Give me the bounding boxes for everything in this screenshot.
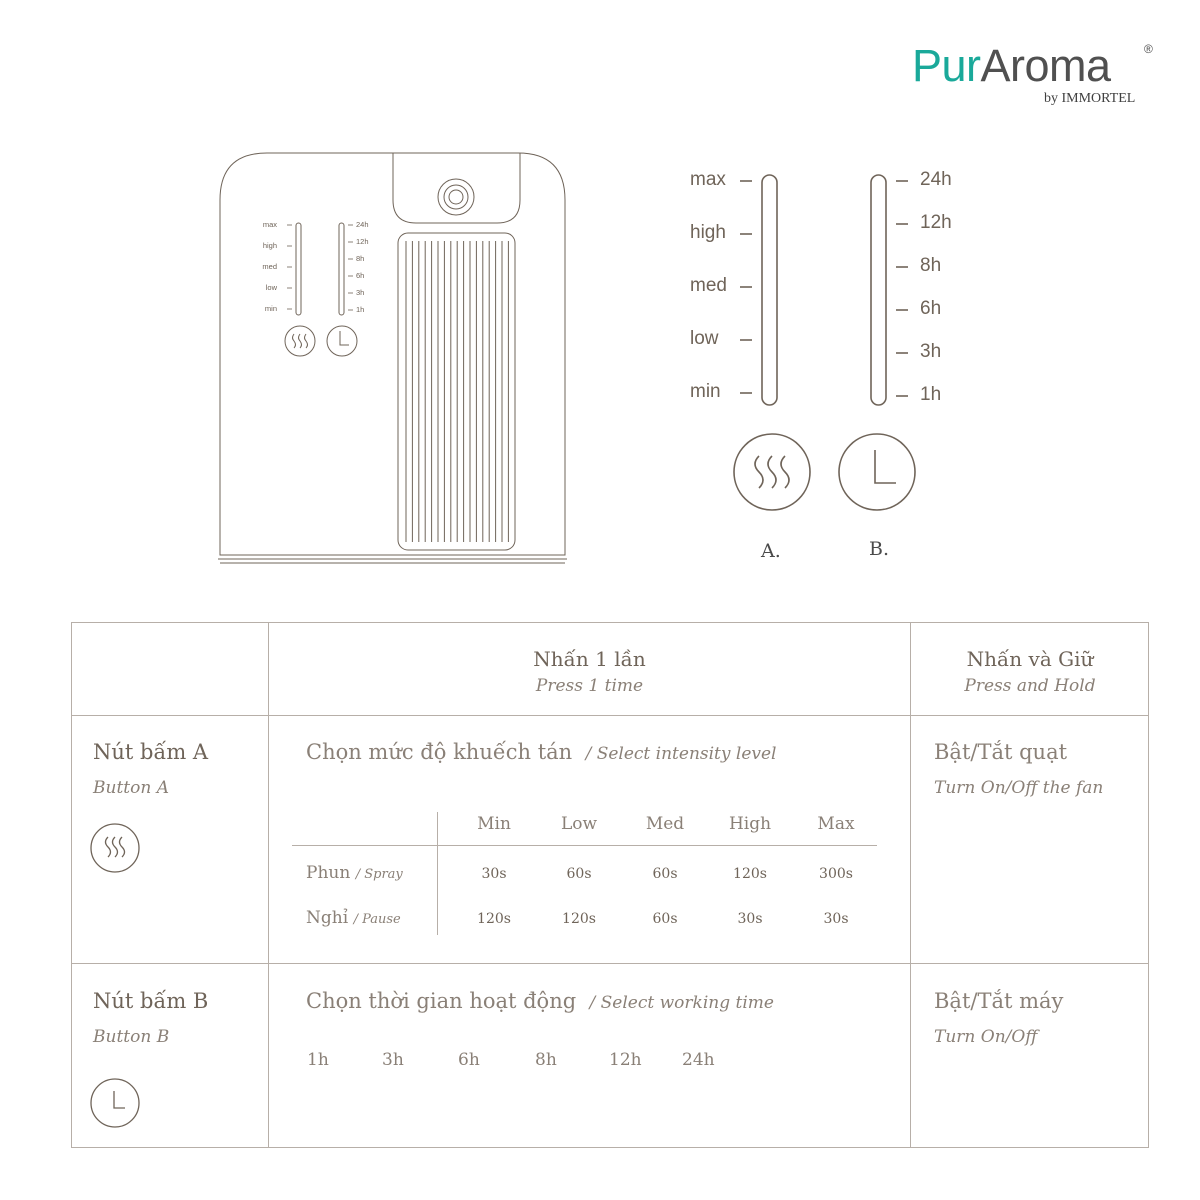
button-function-table <box>71 622 1149 1148</box>
button-a-name: Nút bấm A <box>93 740 209 764</box>
working-time-option: 8h <box>535 1050 557 1070</box>
mini-level-label: high <box>262 241 277 250</box>
header-press-once-en: Press 1 time <box>535 676 644 696</box>
button-a-hold-action-en: Turn On/Off the fan <box>934 778 1104 798</box>
mini-level-label: low <box>265 283 277 292</box>
button-b-hold-action: Bật/Tắt máy <box>934 989 1064 1013</box>
control-panel-illustration <box>680 160 940 530</box>
brand-logo <box>912 40 1162 110</box>
level-column-header: Max <box>817 814 855 834</box>
working-time-option: 6h <box>458 1050 480 1070</box>
working-time-option: 24h <box>682 1050 715 1070</box>
spray-duration-cell: 300s <box>819 866 853 882</box>
mini-time-label: 12h <box>356 237 369 246</box>
brand-byline: by IMMORTEL <box>1044 91 1136 106</box>
intensity-title: Chọn mức độ khuếch tán / Select intensity level <box>306 740 777 764</box>
level-column-header: High <box>728 814 772 834</box>
mini-time-label: 8h <box>356 254 365 263</box>
intensity-level-label: high <box>690 222 726 243</box>
mini-time-label: 3h <box>356 288 365 297</box>
header-press-hold: Nhấn và Giữ <box>966 647 1094 671</box>
working-time-title: Chọn thời gian hoạt động / Select working time <box>306 989 774 1013</box>
time-level-label: 24h <box>920 169 952 190</box>
button-b-hold-action-en: Turn On/Off <box>934 1027 1038 1047</box>
level-column-header: Min <box>477 814 511 834</box>
diffuser-device-illustration <box>210 145 575 570</box>
mini-level-label: med <box>262 262 277 271</box>
intensity-level-label: low <box>690 328 719 349</box>
working-time-option: 3h <box>382 1050 404 1070</box>
pause-duration-cell: 60s <box>652 911 678 927</box>
brand-name: PurAroma <box>912 40 1111 91</box>
mini-time-label: 24h <box>356 220 369 229</box>
header-press-hold-en: Press and Hold <box>964 676 1096 696</box>
time-level-label: 8h <box>920 255 942 276</box>
time-level-label: 3h <box>920 341 942 362</box>
pause-duration-cell: 30s <box>823 911 849 927</box>
header-press-once: Nhấn 1 lần <box>533 647 646 671</box>
working-time-option: 1h <box>307 1050 329 1070</box>
spray-duration-cell: 60s <box>652 866 678 882</box>
steam-waves-icon <box>89 822 141 874</box>
button-b-caption: B. <box>869 538 890 560</box>
pause-duration-cell: 120s <box>477 911 511 927</box>
time-level-label: 1h <box>920 384 942 405</box>
button-b-name-en: Button B <box>93 1027 170 1047</box>
spray-duration-cell: 30s <box>481 866 507 882</box>
button-a-hold-action: Bật/Tắt quạt <box>934 740 1068 764</box>
registered-mark: ® <box>1144 42 1153 56</box>
time-level-label: 6h <box>920 298 942 319</box>
mini-level-label: max <box>262 220 277 229</box>
time-level-label: 12h <box>920 212 952 233</box>
level-column-header: Med <box>645 814 685 834</box>
intensity-level-label: max <box>690 169 726 190</box>
button-a-caption: A. <box>761 540 781 562</box>
mini-level-label: min <box>264 304 277 313</box>
mini-time-label: 1h <box>356 305 365 314</box>
pause-row-label: Nghỉ / Pause <box>306 908 401 928</box>
intensity-level-label: min <box>690 381 721 402</box>
button-a-name-en: Button A <box>93 778 169 798</box>
pause-duration-cell: 120s <box>562 911 596 927</box>
mini-time-label: 6h <box>356 271 365 280</box>
clock-icon <box>89 1077 141 1129</box>
level-column-header: Low <box>560 814 598 834</box>
spray-row-label: Phun / Spray <box>306 863 403 883</box>
button-b-name: Nút bấm B <box>93 989 209 1013</box>
working-time-option: 12h <box>609 1050 642 1070</box>
spray-duration-cell: 120s <box>733 866 767 882</box>
intensity-level-label: med <box>690 275 727 296</box>
pause-duration-cell: 30s <box>737 911 763 927</box>
spray-duration-cell: 60s <box>566 866 592 882</box>
